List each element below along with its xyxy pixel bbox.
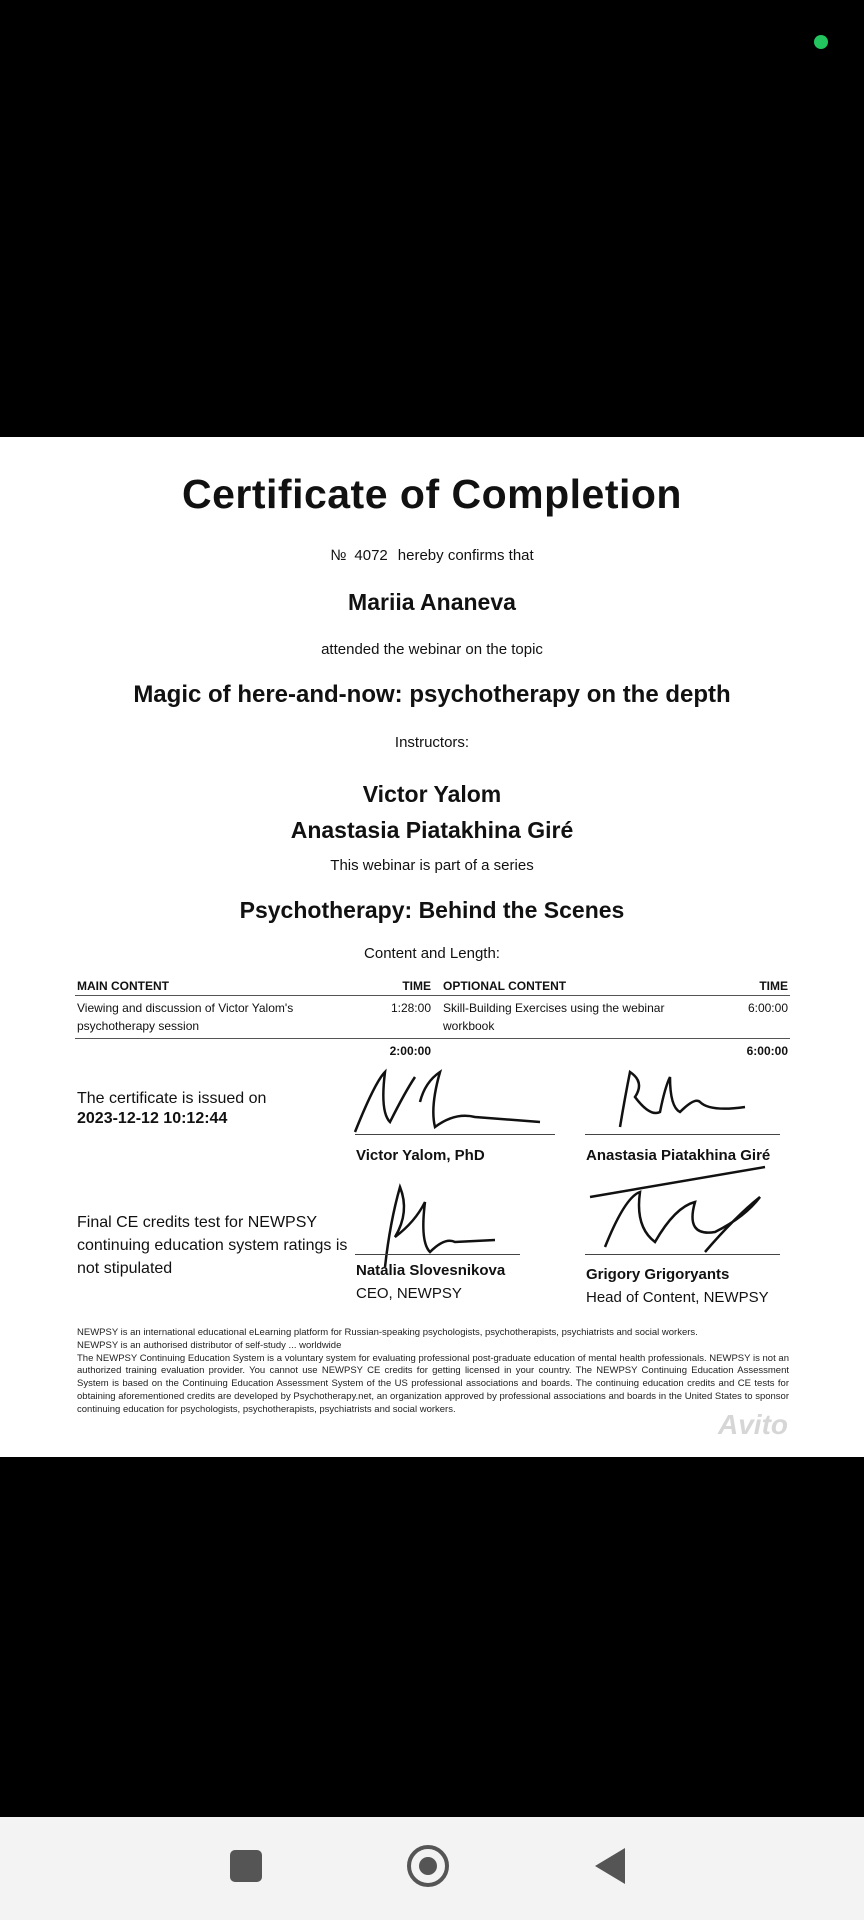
footer-line: NEWPSY is an international educational eLearning platform for Russian-speaking psychologists, psychotherapists, psychiatrists and social workers. <box>77 1327 698 1338</box>
confirms-text: hereby confirms that <box>397 547 534 564</box>
certificate-title: Certificate of Completion <box>182 471 682 517</box>
home-icon[interactable] <box>407 1845 449 1887</box>
signature-role: CEO, NEWPSY <box>356 1285 462 1302</box>
series-label: This webinar is part of a series <box>330 857 534 874</box>
status-indicator-dot <box>814 35 828 49</box>
signature-name: Grigory Grigoryants <box>586 1266 730 1283</box>
total-optional-time: 6:00:00 <box>726 1039 790 1064</box>
webinar-topic: Magic of here-and-now: psychotherapy on the depth <box>133 681 731 708</box>
table-cell: 1:28:00 <box>390 1001 431 1015</box>
table-row <box>75 996 790 1039</box>
signature-name: Victor Yalom, PhD <box>356 1147 485 1164</box>
series-title: Psychotherapy: Behind the Scenes <box>239 897 625 923</box>
signature-role: Head of Content, NEWPSY <box>586 1289 769 1306</box>
issued-block <box>77 1089 266 1129</box>
table-cell: Skill-Building Exercises using the webinar workbook <box>443 1001 665 1033</box>
table-header: MAIN CONTENT <box>75 977 379 996</box>
total-main-time: 2:00:00 <box>379 1039 433 1064</box>
certificate <box>0 437 864 1457</box>
signature-yalom <box>345 1062 545 1142</box>
table-totals-row <box>75 1039 790 1064</box>
issued-label: The certificate is issued on <box>77 1090 267 1107</box>
signature-grigoryants <box>585 1157 785 1267</box>
instructor-name: Anastasia Piatakhina Giré <box>290 817 574 843</box>
issued-datetime: 2023-12-12 10:12:44 <box>77 1110 228 1127</box>
table-header: TIME <box>726 977 790 996</box>
number-label: № <box>330 547 347 564</box>
table-cell: Viewing and discussion of Victor Yalom's psychotherapy session <box>77 1001 294 1033</box>
content-table <box>75 977 790 1063</box>
back-icon[interactable] <box>595 1848 625 1884</box>
recent-apps-icon[interactable] <box>230 1850 262 1882</box>
footer-disclaimer <box>77 1327 789 1417</box>
recipient-name: Mariia Ananeva <box>348 589 516 615</box>
signature-name: Anastasia Piatakhina Giré <box>586 1147 771 1164</box>
signature-slovesnikova <box>355 1182 505 1272</box>
certificate-number-line <box>0 547 864 564</box>
certificate-number: 4072 <box>354 547 388 564</box>
signature-name: Natalia Slovesnikova <box>356 1262 506 1279</box>
footer-line: NEWPSY is an authorised distributor of self-study ... worldwide <box>77 1339 342 1351</box>
instructor-name: Victor Yalom <box>362 781 502 807</box>
table-cell: 6:00:00 <box>747 1001 788 1015</box>
instructors-label: Instructors: <box>394 734 470 751</box>
table-header: TIME <box>379 977 433 996</box>
footer-line: The NEWPSY Continuing Education System is a voluntary system for evaluating professional post-graduate education of mental health professionals. NEWPSY is not an authorized training evaluation provider. You cannot use NEWPSY CE credits for getting licensed in your country. The NEWPSY Continuing Education Assessment System is based on the Continuing Education Assessment System of the US professional associations and boards. The continuing education credits and CE tests for obtaining aforementioned credits are developed by Psychotherapy.net, an organization approved by professional associations and boards in the United States to sponsor continuing education for psychologists, psychotherapists, psychiatrists and social workers. <box>77 1352 789 1415</box>
table-header: OPTIONAL CONTENT <box>433 977 726 996</box>
content-label: Content and Length: <box>364 945 500 962</box>
final-ce-note: Final CE credits test for NEWPSY continuing education system ratings is not stipulated <box>77 1214 348 1277</box>
avito-watermark: Avito <box>718 1409 788 1440</box>
attended-text: attended the webinar on the topic <box>321 641 543 658</box>
signature-piatakhina <box>600 1067 750 1137</box>
